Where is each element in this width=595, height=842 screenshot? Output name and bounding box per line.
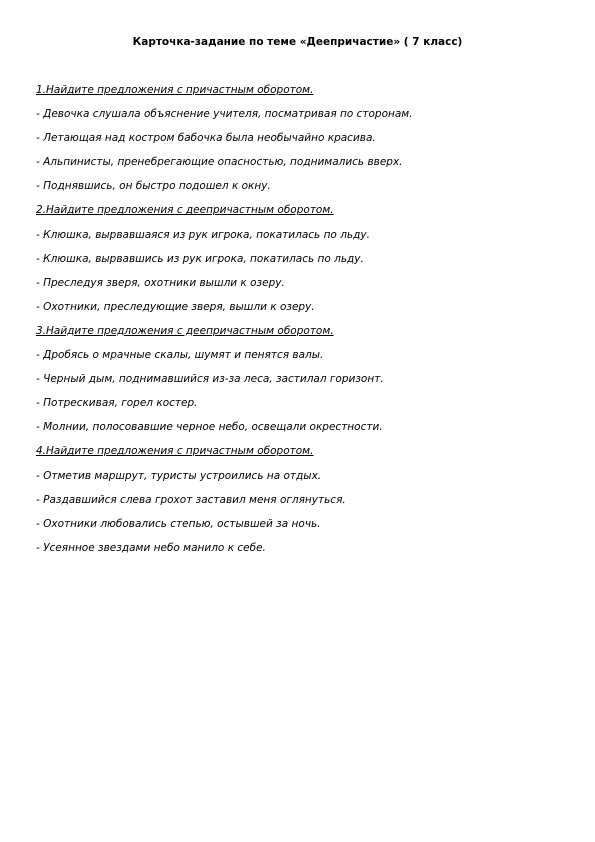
task-block-4 xyxy=(36,444,576,564)
task-sentence: - Поднявшись, он быстро подошел к окну. xyxy=(36,180,271,193)
task-heading: 1.Найдите предложения с причастным оборотом. xyxy=(36,84,314,96)
task-sentence: - Альпинисты, пренебрегающие опасностью, поднимались вверх. xyxy=(36,156,403,169)
task-sentence: - Охотники, преследующие зверя, вышли к озеру. xyxy=(36,300,315,313)
task-block-1 xyxy=(36,83,576,203)
task-sentence: - Преследуя зверя, охотники вышли к озеру. xyxy=(36,276,285,289)
task-sentence: - Девочка слушала объяснение учителя, посматривая по сторонам. xyxy=(36,108,413,121)
task-sentence: - Охотники любовались степью, остывшей за ночь. xyxy=(36,517,321,530)
task-sentence: - Летающая над костром бабочка была необычайно красива. xyxy=(36,132,376,145)
worksheet-tasks xyxy=(36,83,576,565)
task-sentence: - Дробясь о мрачные скалы, шумят и пенятся валы. xyxy=(36,349,324,362)
task-sentence: - Усеянное звездами небо манило к себе. xyxy=(36,541,266,554)
task-sentence: - Клюшка, вырвавшаяся из рук игрока, покатилась по льду. xyxy=(36,228,370,241)
task-heading: 4.Найдите предложения с причастным оборотом. xyxy=(36,445,314,458)
task-sentence: - Клюшка, вырвавшись из рук игрока, покатилась по льду. xyxy=(36,252,364,265)
task-block-3 xyxy=(36,324,576,444)
task-block-2 xyxy=(36,203,576,323)
task-heading: 3.Найдите предложения с деепричастным оборотом. xyxy=(36,324,334,337)
task-sentence: - Отметив маршрут, туристы устроились на отдых. xyxy=(36,469,322,482)
task-sentence: - Молнии, полосовавшие черное небо, освещали окрестности. xyxy=(36,421,383,434)
task-sentence: - Потрескивая, горел костер. xyxy=(36,397,198,410)
task-heading: 2.Найдите предложения с деепричастным оборотом. xyxy=(36,204,334,217)
page-title: Карточка-задание по теме «Деепричастие» ( 7 класс) xyxy=(132,36,463,48)
task-sentence: - Черный дым, поднимавшийся из-за леса, застилал горизонт. xyxy=(36,373,384,386)
task-sentence: - Раздавшийся слева грохот заставил меня оглянуться. xyxy=(36,493,346,506)
